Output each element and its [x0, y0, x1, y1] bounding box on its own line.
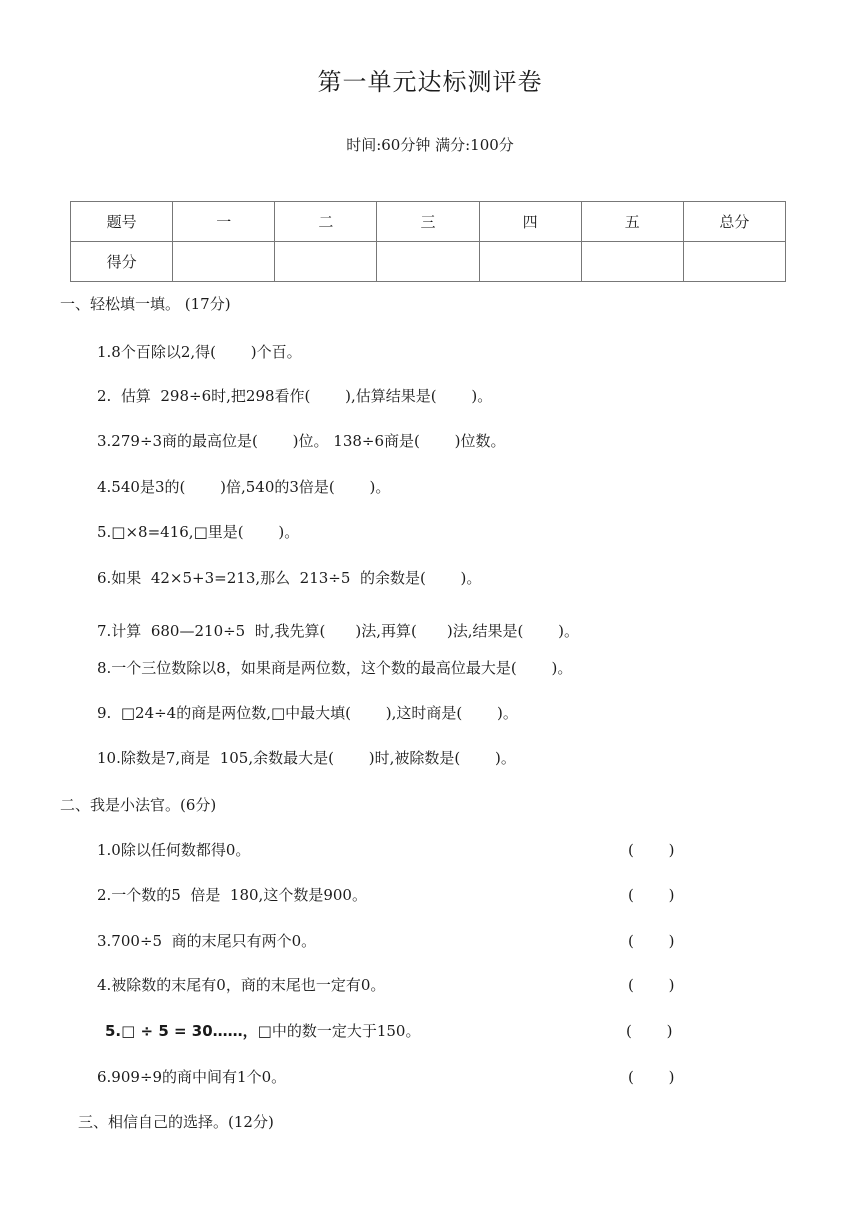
question-item: 10.除数是7,商是 105,余数最大是( )时,被除数是( )。 [97, 749, 516, 767]
score-cell[interactable] [173, 242, 275, 282]
score-header-cell: 一 [173, 202, 275, 242]
score-header-cell: 总分 [683, 202, 785, 242]
score-table [70, 201, 786, 282]
question-item: 9. □24÷4的商是两位数,□中最大填( ),这时商是( )。 [97, 704, 518, 722]
question-item: 5.□×8=416,□里是( )。 [97, 523, 300, 541]
section2-heading: 二、我是小法官。(6分) [60, 796, 217, 814]
answer-parentheses[interactable]: ( ) [628, 932, 675, 950]
score-cell[interactable] [377, 242, 479, 282]
score-cell[interactable] [275, 242, 377, 282]
score-row-label: 得分 [71, 242, 173, 282]
question-item: 8.一个三位数除以8，如果商是两位数，这个数的最高位最大是( )。 [97, 659, 573, 677]
score-header-cell: 二 [275, 202, 377, 242]
question-item: 4.540是3的( )倍,540的3倍是( )。 [97, 478, 391, 496]
answer-parentheses[interactable]: ( ) [628, 841, 675, 859]
judgement-item-5 [105, 1020, 420, 1041]
score-cell[interactable] [683, 242, 785, 282]
judgement-item: 2.一个数的5 倍是 180,这个数是900。 [97, 886, 367, 904]
answer-parentheses[interactable]: ( ) [628, 886, 675, 904]
judgement-item: 3.700÷5 商的末尾只有两个0。 [97, 932, 317, 950]
judgement-item: 6.909÷9的商中间有1个0。 [97, 1068, 287, 1086]
score-table-score-row [71, 242, 786, 282]
score-table-header-row [71, 202, 786, 242]
question-item: 2. 估算 298÷6时,把298看作( ),估算结果是( )。 [97, 387, 493, 405]
score-cell[interactable] [581, 242, 683, 282]
section3-heading: 三、相信自己的选择。(12分) [78, 1113, 274, 1131]
answer-parentheses[interactable]: ( ) [628, 1068, 675, 1086]
judgement-item: 1.0除以任何数都得0。 [97, 841, 251, 859]
item5-formula: 5.□ ÷ 5 = 30……， [105, 1022, 258, 1040]
question-item: 1.8个百除以2,得( )个百。 [97, 343, 302, 361]
score-cell[interactable] [479, 242, 581, 282]
answer-parentheses[interactable]: ( ) [628, 976, 675, 994]
question-item: 7.计算 680—210÷5 时,我先算( )法,再算( )法,结果是( )。 [97, 622, 579, 640]
judgement-item: 4.被除数的末尾有0，商的末尾也一定有0。 [97, 976, 386, 994]
exam-time-score: 时间:60分钟 满分:100分 [346, 136, 514, 154]
score-header-cell: 四 [479, 202, 581, 242]
answer-parentheses[interactable]: ( ) [626, 1022, 673, 1040]
question-item: 6.如果 42×5+3=213,那么 213÷5 的余数是( )。 [97, 569, 482, 587]
item5-text: □中的数一定大于150。 [257, 1022, 421, 1040]
section1-heading: 一、轻松填一填。 (17分) [60, 295, 231, 313]
score-header-cell: 题号 [71, 202, 173, 242]
score-header-cell: 三 [377, 202, 479, 242]
question-item: 3.279÷3商的最高位是( )位。 138÷6商是( )位数。 [97, 432, 506, 450]
page-title: 第一单元达标测评卷 [317, 68, 543, 96]
score-header-cell: 五 [581, 202, 683, 242]
